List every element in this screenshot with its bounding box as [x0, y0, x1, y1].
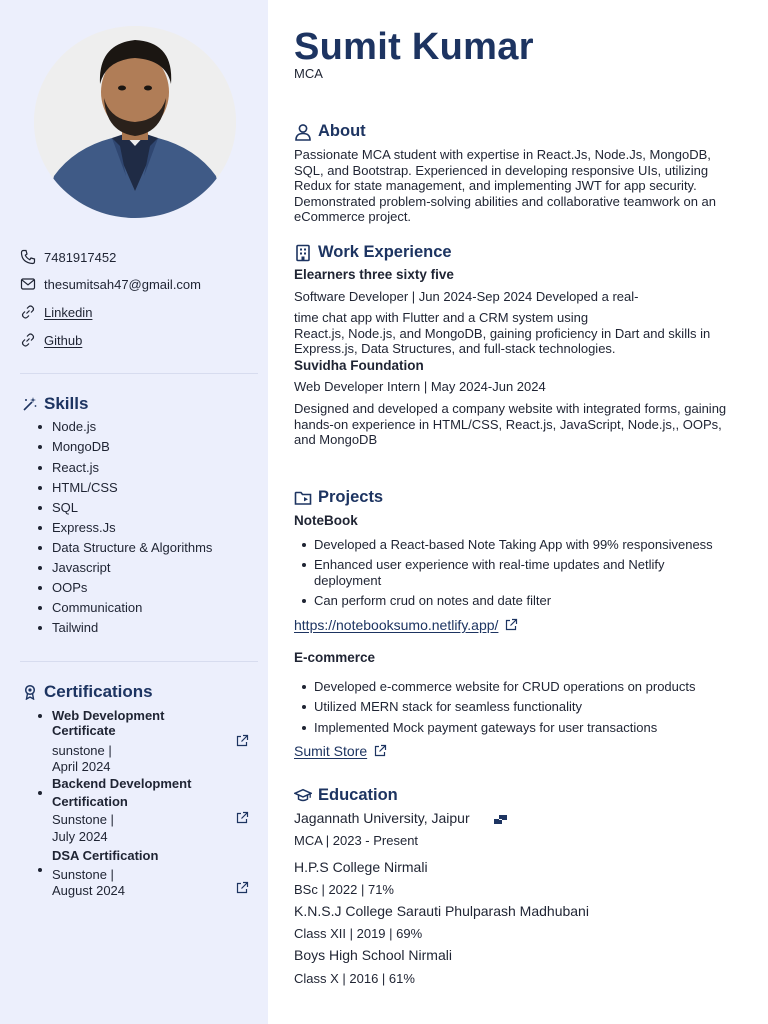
candidate-degree: MCA [294, 66, 323, 81]
skill-item: HTML/CSS [38, 480, 118, 495]
education-school: H.P.S College Nirmali [294, 859, 428, 875]
candidate-name: Sumit Kumar [294, 26, 534, 68]
cert-title: Backend Development [52, 776, 192, 791]
profile-photo-illustration [34, 26, 236, 218]
cert-issuer: Sunstone | [52, 812, 114, 827]
external-link-icon [504, 618, 518, 632]
cert-issuer: Sunstone | [52, 867, 114, 882]
skill-item: SQL [38, 500, 78, 515]
project-bullet: Developed e-commerce website for CRUD operations on products [302, 679, 742, 695]
graduation-cap-icon [294, 787, 312, 805]
skill-item: Communication [38, 600, 142, 615]
job-description: time chat app with Flutter and a CRM system using React.js, Node.js, and MongoDB, gaining proficiency in Dart and skills in Express.js, Data Structures, and full-stack technologies. [294, 310, 711, 356]
contact-email[interactable] [20, 276, 201, 292]
education-heading: Education [294, 786, 398, 805]
skill-item: Tailwind [38, 620, 98, 635]
project-bullet: Utilized MERN stack for seamless functionality [302, 699, 742, 715]
external-link-icon[interactable] [235, 734, 249, 748]
education-school: K.N.S.J College Sarauti Phulparash Madhubani [294, 903, 589, 919]
skills-heading: Skills [22, 394, 88, 414]
project-bullet: Can perform crud on notes and date filter [302, 593, 742, 609]
certifications-heading: Certifications [22, 682, 153, 702]
external-link-icon [373, 744, 387, 758]
skill-item: Data Structure & Algorithms [38, 540, 212, 555]
folder-icon [294, 489, 312, 507]
external-link-icon[interactable] [235, 881, 249, 895]
job-description: Designed and developed a company website with integrated forms, gaining hands-on experience in HTML/CSS, React.js, JavaScript, Node.js,, OOPs, and MongoDB [294, 401, 727, 447]
cert-title: Web Development [52, 708, 165, 723]
cert-title: DSA Certification [52, 848, 159, 863]
skill-item: OOPs [38, 580, 87, 595]
project-bullet: Implemented Mock payment gateways for user transactions [302, 720, 742, 736]
notebook-project-link[interactable]: https://notebooksumo.netlify.app/ [294, 617, 518, 633]
mail-icon [20, 276, 36, 292]
university-logo-icon [493, 815, 507, 825]
email-address: thesumitsah47@gmail.com [44, 276, 201, 292]
contact-phone[interactable] [20, 249, 116, 265]
github-link[interactable] [20, 332, 82, 348]
project-bullet: Developed a React-based Note Taking App with 99% responsiveness [302, 537, 742, 553]
cert-title: Certification [52, 794, 128, 809]
cert-title: Certificate [52, 723, 116, 738]
cert-date: August 2024 [52, 883, 126, 898]
cert-date: April 2024 [52, 759, 111, 774]
award-icon [22, 684, 38, 700]
sidebar-divider [20, 661, 258, 662]
project-bullet: Enhanced user experience with real-time updates and Netlify deployment [302, 557, 742, 588]
skill-item: React.js [38, 460, 99, 475]
work-experience-heading: Work Experience [294, 243, 452, 262]
job-company: Suvidha Foundation [294, 358, 424, 373]
sidebar-divider [20, 373, 258, 374]
skill-item: Express.Js [38, 520, 116, 535]
education-meta: Class X | 2016 | 61% [294, 971, 415, 986]
about-heading: About [294, 122, 366, 141]
github-label: Github [44, 332, 83, 348]
education-meta: Class XII | 2019 | 69% [294, 926, 423, 941]
skill-item: Node.js [38, 419, 96, 434]
linkedin-label: Linkedin [44, 304, 93, 320]
cert-issuer: sunstone | [52, 743, 112, 758]
user-icon [294, 123, 312, 141]
education-meta: BSc | 2022 | 71% [294, 882, 394, 897]
magic-wand-icon [22, 396, 38, 412]
profile-photo [34, 26, 236, 218]
education-school: Jagannath University, Jaipur [294, 810, 470, 826]
linkedin-link[interactable] [20, 304, 92, 320]
skill-item: MongoDB [38, 439, 110, 454]
external-link-icon[interactable] [235, 811, 249, 825]
about-text: Passionate MCA student with expertise in React.Js, Node.Js, MongoDB, SQL, and Bootstrap. Experienced in developing responsive UIs, utilizing Redux for state management, and implementing JWT for app security. Demonstrated problem-solving abilities and collaborative teamwork on an eCommerce project. [294, 147, 716, 224]
job-role: Software Developer | Jun 2024-Sep 2024 Developed a real- [294, 289, 639, 304]
skill-item: Javascript [38, 560, 111, 575]
education-school: Boys High School Nirmali [294, 947, 452, 963]
phone-number: 7481917452 [44, 249, 117, 265]
ecommerce-project-link[interactable]: Sumit Store [294, 743, 387, 759]
project-title: E-commerce [294, 650, 376, 665]
job-role: Web Developer Intern | May 2024-Jun 2024 [294, 379, 546, 394]
phone-icon [20, 249, 36, 265]
link-icon [20, 304, 36, 320]
project-title: NoteBook [294, 513, 358, 528]
job-company: Elearners three sixty five [294, 267, 454, 282]
building-icon [294, 244, 312, 262]
education-meta: MCA | 2023 - Present [294, 833, 419, 848]
projects-heading: Projects [294, 488, 383, 507]
link-icon [20, 332, 36, 348]
cert-date: July 2024 [52, 829, 108, 844]
